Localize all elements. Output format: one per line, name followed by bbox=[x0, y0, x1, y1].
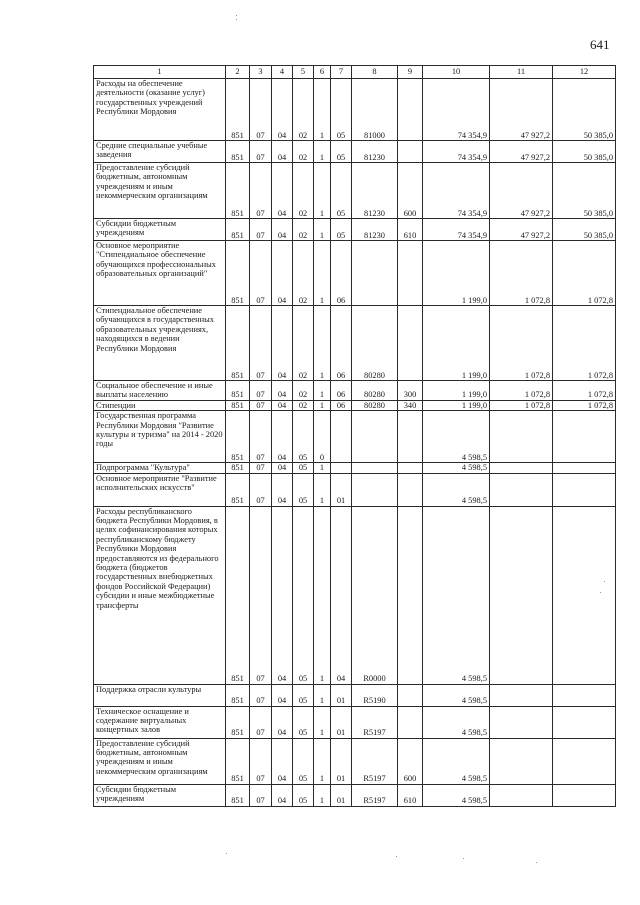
cell-c5: 02 bbox=[293, 381, 314, 401]
cell-c6: 1 bbox=[314, 79, 331, 141]
table-row bbox=[94, 684, 616, 706]
cell-c2: 851 bbox=[226, 684, 250, 706]
cell-c12: 1 072,8 bbox=[553, 381, 616, 401]
cell-c8: R0000 bbox=[352, 506, 398, 684]
cell-c4: 04 bbox=[272, 684, 293, 706]
cell-c12 bbox=[553, 411, 616, 463]
cell-c12: 50 385,0 bbox=[553, 163, 616, 219]
cell-c12: 1 072,8 bbox=[553, 241, 616, 306]
table-row bbox=[94, 473, 616, 506]
cell-c9 bbox=[398, 306, 423, 381]
cell-c2: 851 bbox=[226, 163, 250, 219]
cell-c4: 04 bbox=[272, 141, 293, 163]
row-name: Стипендии bbox=[94, 400, 226, 410]
table-row bbox=[94, 219, 616, 241]
cell-c3: 07 bbox=[250, 306, 272, 381]
table-row bbox=[94, 241, 616, 306]
cell-c10: 74 354,9 bbox=[423, 219, 490, 241]
cell-c8: 81000 bbox=[352, 79, 398, 141]
table-row bbox=[94, 506, 616, 684]
cell-c2: 851 bbox=[226, 473, 250, 506]
cell-c2: 851 bbox=[226, 706, 250, 738]
column-header: 2 bbox=[226, 66, 250, 79]
cell-c9 bbox=[398, 506, 423, 684]
cell-c3: 07 bbox=[250, 784, 272, 806]
cell-c11 bbox=[490, 506, 553, 684]
cell-c4: 04 bbox=[272, 241, 293, 306]
row-name: Техническое оснащение и содержание виртуальных концертных залов bbox=[94, 706, 226, 738]
table-row bbox=[94, 306, 616, 381]
cell-c5: 05 bbox=[293, 411, 314, 463]
table-row bbox=[94, 400, 616, 410]
table-row bbox=[94, 141, 616, 163]
table-row bbox=[94, 163, 616, 219]
cell-c6: 1 bbox=[314, 463, 331, 473]
cell-c8: 80280 bbox=[352, 400, 398, 410]
cell-c7: 05 bbox=[331, 141, 352, 163]
cell-c11: 47 927,2 bbox=[490, 219, 553, 241]
cell-c4: 04 bbox=[272, 219, 293, 241]
cell-c11: 1 072,8 bbox=[490, 306, 553, 381]
column-header: 4 bbox=[272, 66, 293, 79]
column-header: 11 bbox=[490, 66, 553, 79]
cell-c6: 1 bbox=[314, 306, 331, 381]
cell-c8: R5197 bbox=[352, 738, 398, 784]
row-name: Основное мероприятие "Стипендиальное обеспечение обучающихся профессиональных образовательных организаций" bbox=[94, 241, 226, 306]
cell-c4: 04 bbox=[272, 706, 293, 738]
cell-c7 bbox=[331, 463, 352, 473]
cell-c8: 80280 bbox=[352, 306, 398, 381]
cell-c3: 07 bbox=[250, 706, 272, 738]
cell-c11: 1 072,8 bbox=[490, 241, 553, 306]
cell-c8: 81230 bbox=[352, 141, 398, 163]
cell-c4: 04 bbox=[272, 738, 293, 784]
page-number: 641 bbox=[590, 37, 610, 52]
cell-c9: 610 bbox=[398, 219, 423, 241]
cell-c6: 1 bbox=[314, 241, 331, 306]
cell-c3: 07 bbox=[250, 738, 272, 784]
cell-c11 bbox=[490, 706, 553, 738]
column-header: 7 bbox=[331, 66, 352, 79]
cell-c11: 1 072,8 bbox=[490, 400, 553, 410]
cell-c2: 851 bbox=[226, 506, 250, 684]
cell-c4: 04 bbox=[272, 506, 293, 684]
cell-c6: 1 bbox=[314, 400, 331, 410]
cell-c3: 07 bbox=[250, 79, 272, 141]
cell-c10: 74 354,9 bbox=[423, 163, 490, 219]
cell-c9 bbox=[398, 411, 423, 463]
cell-c8 bbox=[352, 463, 398, 473]
cell-c4: 04 bbox=[272, 163, 293, 219]
cell-c2: 851 bbox=[226, 400, 250, 410]
cell-c12 bbox=[553, 506, 616, 684]
cell-c8: R5197 bbox=[352, 706, 398, 738]
cell-c6: 1 bbox=[314, 141, 331, 163]
cell-c12: 50 385,0 bbox=[553, 141, 616, 163]
cell-c7: 06 bbox=[331, 241, 352, 306]
cell-c12 bbox=[553, 684, 616, 706]
cell-c11 bbox=[490, 463, 553, 473]
cell-c6: 1 bbox=[314, 784, 331, 806]
cell-c7: 01 bbox=[331, 738, 352, 784]
cell-c9 bbox=[398, 241, 423, 306]
cell-c4: 04 bbox=[272, 306, 293, 381]
cell-c3: 07 bbox=[250, 163, 272, 219]
cell-c5: 05 bbox=[293, 473, 314, 506]
cell-c2: 851 bbox=[226, 738, 250, 784]
cell-c3: 07 bbox=[250, 684, 272, 706]
cell-c6: 1 bbox=[314, 473, 331, 506]
table-row bbox=[94, 738, 616, 784]
cell-c3: 07 bbox=[250, 141, 272, 163]
cell-c5: 02 bbox=[293, 306, 314, 381]
cell-c8: 80280 bbox=[352, 381, 398, 401]
cell-c9 bbox=[398, 79, 423, 141]
cell-c7 bbox=[331, 411, 352, 463]
row-name: Основное мероприятие "Развитие исполнительских искусств" bbox=[94, 473, 226, 506]
table-row bbox=[94, 79, 616, 141]
row-name: Социальное обеспечение и иные выплаты населению bbox=[94, 381, 226, 401]
cell-c11 bbox=[490, 411, 553, 463]
column-header: 5 bbox=[293, 66, 314, 79]
cell-c7: 06 bbox=[331, 381, 352, 401]
cell-c6: 1 bbox=[314, 738, 331, 784]
cell-c7: 01 bbox=[331, 473, 352, 506]
cell-c5: 02 bbox=[293, 219, 314, 241]
cell-c8 bbox=[352, 241, 398, 306]
table-row bbox=[94, 784, 616, 806]
cell-c8 bbox=[352, 473, 398, 506]
row-name: Стипендиальное обеспечение обучающихся в государственных образовательных учреждениях, находящихся в ведении Республики Мордовия bbox=[94, 306, 226, 381]
cell-c5: 05 bbox=[293, 684, 314, 706]
header-row bbox=[94, 66, 616, 79]
cell-c12 bbox=[553, 473, 616, 506]
cell-c7: 05 bbox=[331, 219, 352, 241]
cell-c12: 1 072,8 bbox=[553, 306, 616, 381]
cell-c9 bbox=[398, 473, 423, 506]
cell-c9 bbox=[398, 463, 423, 473]
cell-c10: 4 598,5 bbox=[423, 684, 490, 706]
cell-c10: 4 598,5 bbox=[423, 738, 490, 784]
row-name: Средние специальные учебные заведения bbox=[94, 141, 226, 163]
cell-c7: 06 bbox=[331, 306, 352, 381]
cell-c11 bbox=[490, 738, 553, 784]
cell-c10: 4 598,5 bbox=[423, 463, 490, 473]
cell-c11 bbox=[490, 473, 553, 506]
cell-c2: 851 bbox=[226, 79, 250, 141]
row-name: Предоставление субсидий бюджетным, автономным учреждениям и иным некоммерческим организациям bbox=[94, 163, 226, 219]
cell-c9: 610 bbox=[398, 784, 423, 806]
cell-c8: R5197 bbox=[352, 784, 398, 806]
table-row bbox=[94, 381, 616, 401]
cell-c5: 02 bbox=[293, 400, 314, 410]
row-name: Подпрограмма "Культура" bbox=[94, 463, 226, 473]
cell-c5: 05 bbox=[293, 463, 314, 473]
cell-c8 bbox=[352, 411, 398, 463]
cell-c4: 04 bbox=[272, 473, 293, 506]
cell-c6: 0 bbox=[314, 411, 331, 463]
table-row bbox=[94, 411, 616, 463]
cell-c7: 05 bbox=[331, 79, 352, 141]
cell-c2: 851 bbox=[226, 411, 250, 463]
cell-c3: 07 bbox=[250, 463, 272, 473]
row-name: Субсидии бюджетным учреждениям bbox=[94, 784, 226, 806]
budget-table bbox=[93, 65, 616, 807]
cell-c2: 851 bbox=[226, 306, 250, 381]
cell-c2: 851 bbox=[226, 241, 250, 306]
cell-c10: 1 199,0 bbox=[423, 306, 490, 381]
cell-c10: 1 199,0 bbox=[423, 400, 490, 410]
cell-c10: 1 199,0 bbox=[423, 381, 490, 401]
cell-c9 bbox=[398, 706, 423, 738]
cell-c11: 47 927,2 bbox=[490, 79, 553, 141]
column-header: 9 bbox=[398, 66, 423, 79]
row-name: Предоставление субсидий бюджетным, автономным учреждениям и иным некоммерческим организациям bbox=[94, 738, 226, 784]
cell-c12: 1 072,8 bbox=[553, 400, 616, 410]
cell-c5: 05 bbox=[293, 506, 314, 684]
cell-c6: 1 bbox=[314, 706, 331, 738]
cell-c3: 07 bbox=[250, 400, 272, 410]
cell-c6: 1 bbox=[314, 381, 331, 401]
cell-c7: 01 bbox=[331, 706, 352, 738]
cell-c10: 74 354,9 bbox=[423, 141, 490, 163]
cell-c10: 4 598,5 bbox=[423, 706, 490, 738]
column-header: 12 bbox=[553, 66, 616, 79]
cell-c3: 07 bbox=[250, 411, 272, 463]
cell-c2: 851 bbox=[226, 141, 250, 163]
cell-c4: 04 bbox=[272, 411, 293, 463]
cell-c10: 4 598,5 bbox=[423, 411, 490, 463]
cell-c11: 47 927,2 bbox=[490, 141, 553, 163]
cell-c7: 05 bbox=[331, 163, 352, 219]
cell-c9 bbox=[398, 684, 423, 706]
cell-c5: 02 bbox=[293, 241, 314, 306]
cell-c11: 47 927,2 bbox=[490, 163, 553, 219]
cell-c8: 81230 bbox=[352, 219, 398, 241]
column-header: 1 bbox=[94, 66, 226, 79]
cell-c10: 74 354,9 bbox=[423, 79, 490, 141]
cell-c2: 851 bbox=[226, 381, 250, 401]
cell-c11: 1 072,8 bbox=[490, 381, 553, 401]
cell-c7: 01 bbox=[331, 784, 352, 806]
cell-c12 bbox=[553, 706, 616, 738]
column-header: 3 bbox=[250, 66, 272, 79]
cell-c5: 05 bbox=[293, 706, 314, 738]
cell-c10: 4 598,5 bbox=[423, 473, 490, 506]
cell-c5: 02 bbox=[293, 79, 314, 141]
cell-c5: 05 bbox=[293, 784, 314, 806]
row-name: Расходы республиканского бюджета Республики Мордовия, в целях софинансирования которых республиканскому бюджету Республики Мордовия предоставляются из федерального бюджета (бюджетов государственных внебюджетных фондов Российской Федерации) субсидии и иные межбюджетные трансферты bbox=[94, 506, 226, 684]
cell-c8: R5190 bbox=[352, 684, 398, 706]
cell-c9 bbox=[398, 141, 423, 163]
cell-c2: 851 bbox=[226, 784, 250, 806]
cell-c2: 851 bbox=[226, 463, 250, 473]
cell-c5: 02 bbox=[293, 163, 314, 219]
cell-c3: 07 bbox=[250, 506, 272, 684]
cell-c12: 50 385,0 bbox=[553, 79, 616, 141]
row-name: Субсидии бюджетным учреждениям bbox=[94, 219, 226, 241]
cell-c12 bbox=[553, 784, 616, 806]
cell-c11 bbox=[490, 684, 553, 706]
cell-c3: 07 bbox=[250, 219, 272, 241]
row-name: Государственная программа Республики Мордовия "Развитие культуры и туризма" на 2014 - 2020 годы bbox=[94, 411, 226, 463]
cell-c4: 04 bbox=[272, 784, 293, 806]
cell-c5: 05 bbox=[293, 738, 314, 784]
cell-c4: 04 bbox=[272, 400, 293, 410]
cell-c12 bbox=[553, 738, 616, 784]
cell-c6: 1 bbox=[314, 219, 331, 241]
cell-c7: 01 bbox=[331, 684, 352, 706]
cell-c10: 1 199,0 bbox=[423, 241, 490, 306]
cell-c7: 04 bbox=[331, 506, 352, 684]
cell-c9: 340 bbox=[398, 400, 423, 410]
cell-c8: 81230 bbox=[352, 163, 398, 219]
cell-c2: 851 bbox=[226, 219, 250, 241]
cell-c4: 04 bbox=[272, 381, 293, 401]
cell-c10: 4 598,5 bbox=[423, 784, 490, 806]
row-name: Поддержка отрасли культуры bbox=[94, 684, 226, 706]
cell-c4: 04 bbox=[272, 79, 293, 141]
cell-c6: 1 bbox=[314, 163, 331, 219]
cell-c11 bbox=[490, 784, 553, 806]
cell-c9: 600 bbox=[398, 163, 423, 219]
cell-c12: 50 385,0 bbox=[553, 219, 616, 241]
cell-c9: 600 bbox=[398, 738, 423, 784]
column-header: 6 bbox=[314, 66, 331, 79]
table-row bbox=[94, 463, 616, 473]
cell-c6: 1 bbox=[314, 684, 331, 706]
column-header: 10 bbox=[423, 66, 490, 79]
cell-c6: 1 bbox=[314, 506, 331, 684]
cell-c10: 4 598,5 bbox=[423, 506, 490, 684]
cell-c7: 06 bbox=[331, 400, 352, 410]
column-header: 8 bbox=[352, 66, 398, 79]
table-row bbox=[94, 706, 616, 738]
table-body bbox=[94, 79, 616, 807]
cell-c5: 02 bbox=[293, 141, 314, 163]
cell-c3: 07 bbox=[250, 473, 272, 506]
cell-c4: 04 bbox=[272, 463, 293, 473]
cell-c9: 300 bbox=[398, 381, 423, 401]
cell-c3: 07 bbox=[250, 241, 272, 306]
row-name: Расходы на обеспечение деятельности (оказание услуг) государственных учреждений Республики Мордовия bbox=[94, 79, 226, 141]
cell-c3: 07 bbox=[250, 381, 272, 401]
cell-c12 bbox=[553, 463, 616, 473]
